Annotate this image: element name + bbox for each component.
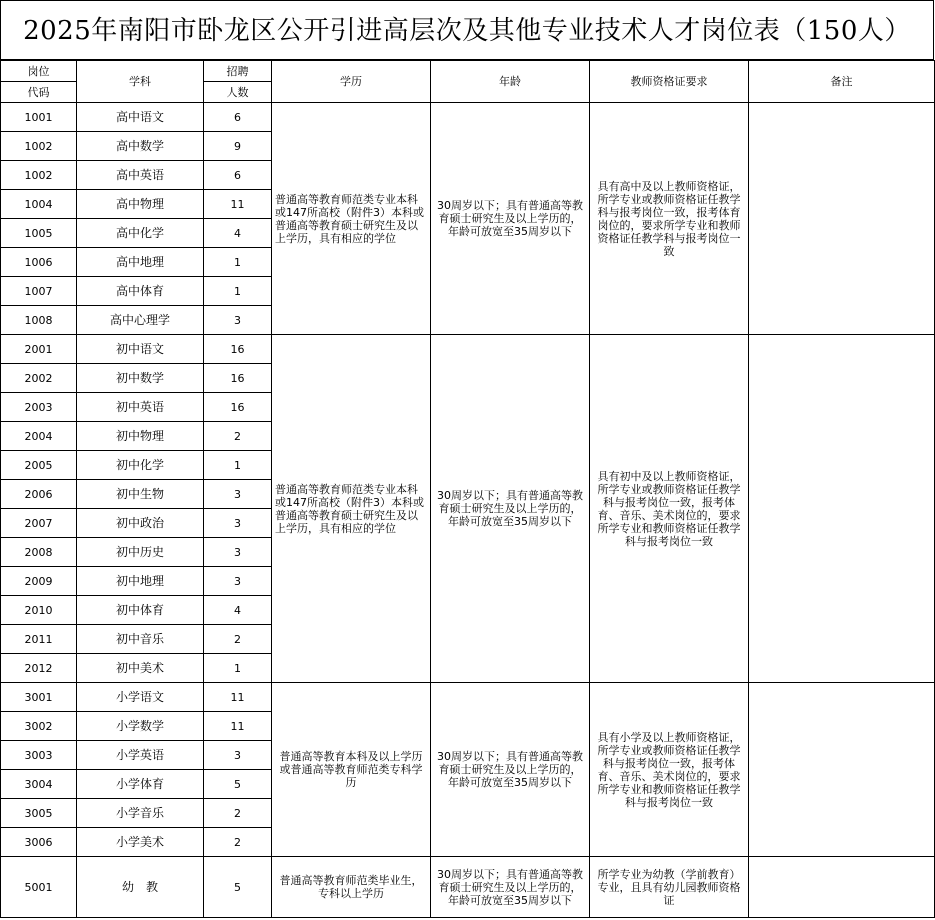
position-code: 3004 [1,770,77,799]
subject-cell: 小学语文 [77,683,204,712]
subject-cell: 高中物理 [77,190,204,219]
subject-cell: 高中语文 [77,103,204,132]
count-cell: 4 [204,219,272,248]
count-cell: 16 [204,393,272,422]
education-cell: 普通高等教育师范类毕业生，专科以上学历 [272,857,431,918]
cert-cell: 具有高中及以上教师资格证，所学专业或教师资格证任教学科与报考岗位一致，报考体育岗位的，要求所学专业和教师资格证任教学科与报考岗位一致 [590,103,749,335]
position-code: 1008 [1,306,77,335]
cert-cell: 具有小学及以上教师资格证，所学专业或教师资格证任教学科与报考岗位一致，报考体育、音乐、美术岗位的，要求所学专业和教师资格证任教学科与报考岗位一致 [590,683,749,857]
header-code-bottom: 代码 [1,82,77,103]
subject-cell: 初中美术 [77,654,204,683]
position-code: 1001 [1,103,77,132]
subject-cell: 高中化学 [77,219,204,248]
count-cell: 16 [204,364,272,393]
count-cell: 2 [204,625,272,654]
position-code: 3005 [1,799,77,828]
table-row [1,103,935,132]
header-age: 年龄 [431,61,590,103]
header-count-top: 招聘 [204,61,272,82]
subject-cell: 初中生物 [77,480,204,509]
subject-cell: 小学英语 [77,741,204,770]
subject-cell: 初中政治 [77,509,204,538]
position-code: 2005 [1,451,77,480]
header-education: 学历 [272,61,431,103]
count-cell: 5 [204,770,272,799]
count-cell: 11 [204,712,272,741]
cert-cell: 具有初中及以上教师资格证，所学专业或教师资格证任教学科与报考岗位一致，报考体育、音乐、美术岗位的，要求所学专业和教师资格证任教学科与报考岗位一致 [590,335,749,683]
count-cell: 6 [204,161,272,190]
subject-cell: 初中音乐 [77,625,204,654]
position-code: 1007 [1,277,77,306]
count-cell: 1 [204,277,272,306]
age-cell: 30周岁以下；具有普通高等教育硕士研究生及以上学历的，年龄可放宽至35周岁以下 [431,103,590,335]
header-subject: 学科 [77,61,204,103]
age-cell: 30周岁以下；具有普通高等教育硕士研究生及以上学历的，年龄可放宽至35周岁以下 [431,335,590,683]
subject-cell: 高中心理学 [77,306,204,335]
header-cert: 教师资格证要求 [590,61,749,103]
education-cell: 普通高等教育本科及以上学历或普通高等教育师范类专科学历 [272,683,431,857]
position-code: 3006 [1,828,77,857]
position-code: 1002 [1,132,77,161]
cert-cell: 所学专业为幼教（学前教育）专业，且具有幼儿园教师资格证 [590,857,749,918]
count-cell: 3 [204,567,272,596]
subject-cell: 幼 教 [77,857,204,918]
position-code: 2007 [1,509,77,538]
count-cell: 16 [204,335,272,364]
header-row [1,61,935,82]
remark-cell [749,335,935,683]
count-cell: 3 [204,741,272,770]
position-code: 2001 [1,335,77,364]
position-code: 1005 [1,219,77,248]
count-cell: 3 [204,480,272,509]
count-cell: 11 [204,683,272,712]
count-cell: 2 [204,799,272,828]
position-code: 5001 [1,857,77,918]
subject-cell: 小学音乐 [77,799,204,828]
position-code: 2004 [1,422,77,451]
position-table [0,60,935,918]
position-code: 1002 [1,161,77,190]
subject-cell: 小学美术 [77,828,204,857]
count-cell: 1 [204,451,272,480]
education-cell: 普通高等教育师范类专业本科或147所高校（附件3）本科或普通高等教育硕士研究生及以上学历，具有相应的学位 [272,335,431,683]
position-code: 2002 [1,364,77,393]
subject-cell: 初中体育 [77,596,204,625]
subject-cell: 高中数学 [77,132,204,161]
position-code: 2010 [1,596,77,625]
table-row [1,857,935,918]
subject-cell: 初中历史 [77,538,204,567]
position-code: 3003 [1,741,77,770]
position-code: 2006 [1,480,77,509]
subject-cell: 小学体育 [77,770,204,799]
count-cell: 9 [204,132,272,161]
subject-cell: 初中地理 [77,567,204,596]
count-cell: 3 [204,509,272,538]
table-row [1,683,935,712]
count-cell: 4 [204,596,272,625]
remark-cell [749,683,935,857]
subject-cell: 高中体育 [77,277,204,306]
count-cell: 11 [204,190,272,219]
subject-cell: 初中物理 [77,422,204,451]
remark-cell [749,103,935,335]
subject-cell: 高中地理 [77,248,204,277]
position-code: 2012 [1,654,77,683]
position-code: 1004 [1,190,77,219]
header-remark: 备注 [749,61,935,103]
subject-cell: 初中化学 [77,451,204,480]
count-cell: 2 [204,828,272,857]
position-code: 3001 [1,683,77,712]
position-code: 3002 [1,712,77,741]
age-cell: 30周岁以下；具有普通高等教育硕士研究生及以上学历的，年龄可放宽至35周岁以下 [431,857,590,918]
age-cell: 30周岁以下；具有普通高等教育硕士研究生及以上学历的，年龄可放宽至35周岁以下 [431,683,590,857]
count-cell: 5 [204,857,272,918]
count-cell: 3 [204,306,272,335]
remark-cell [749,857,935,918]
education-cell: 普通高等教育师范类专业本科或147所高校（附件3）本科或普通高等教育硕士研究生及以上学历，具有相应的学位 [272,103,431,335]
position-code: 2003 [1,393,77,422]
subject-cell: 高中英语 [77,161,204,190]
position-code: 2008 [1,538,77,567]
header-count-bottom: 人数 [204,82,272,103]
subject-cell: 初中数学 [77,364,204,393]
table-row [1,335,935,364]
page-title: 2025年南阳市卧龙区公开引进高层次及其他专业技术人才岗位表（150人） [0,0,934,60]
subject-cell: 初中语文 [77,335,204,364]
position-code: 1006 [1,248,77,277]
count-cell: 2 [204,422,272,451]
subject-cell: 初中英语 [77,393,204,422]
position-code: 2009 [1,567,77,596]
count-cell: 3 [204,538,272,567]
count-cell: 1 [204,248,272,277]
table-body [1,61,935,918]
position-code: 2011 [1,625,77,654]
count-cell: 1 [204,654,272,683]
subject-cell: 小学数学 [77,712,204,741]
count-cell: 6 [204,103,272,132]
header-code-top: 岗位 [1,61,77,82]
